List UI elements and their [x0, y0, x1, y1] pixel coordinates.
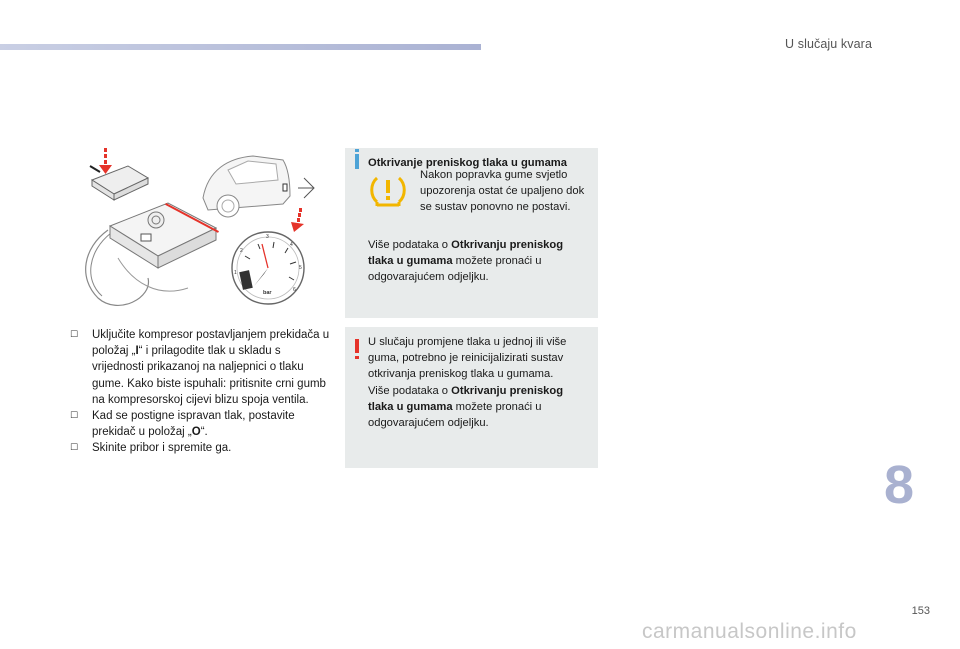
- section-title: U slučaju kvara: [785, 37, 872, 51]
- warning-box: [345, 327, 598, 468]
- list-item: [70, 408, 332, 440]
- info-box-paragraph: Nakon popravka gume svjetlo upozorenja ostat će upaljeno dok se sustav ponovno ne postavi.: [420, 169, 585, 214]
- step-text: “ i prilagodite tlak u skladu s vrijednosti prikazanoj na naljepnici o tlaku gume. Kako biste ispuhali: pritisnite crni gumb na kompresorskoj cijevi blizu spoja ventila.: [92, 345, 326, 406]
- header-accent-bar: [0, 44, 481, 50]
- info-box: [345, 148, 598, 318]
- compressor-illustration: [78, 148, 330, 320]
- list-item: [70, 327, 332, 408]
- gauge-tick-5: 5: [299, 265, 302, 271]
- gauge-tick-4: 4: [290, 242, 293, 248]
- watermark: carmanualsonline.info: [642, 620, 857, 643]
- info-icon: [355, 154, 359, 169]
- exclamation-icon: [355, 339, 359, 353]
- step-text: Kad se postigne ispravan tlak, postavite prekidač u položaj „: [92, 410, 295, 439]
- step-text: Uključite kompresor postavljanjem prekidača u položaj „: [92, 329, 330, 358]
- checkbox-bullet-icon: ☐: [70, 330, 79, 340]
- step-text: Skinite pribor i spremite ga.: [92, 442, 232, 455]
- checkbox-bullet-icon: ☐: [70, 411, 79, 422]
- gauge-tick-2: 2: [240, 248, 243, 254]
- info-box-paragraph: Više podataka o Otkrivanju preniskog tlaka u gumama možete pronaći u odgovarajućem odjeljku.: [368, 239, 564, 284]
- step-emphasis: O: [191, 426, 201, 439]
- gauge-tick-3: 3: [266, 234, 269, 240]
- chapter-number: 8: [884, 455, 915, 515]
- info-box-heading: Otkrivanje preniskog tlaka u gumama: [368, 157, 567, 169]
- gauge-tick-1: 1: [234, 270, 237, 276]
- step-text: “.: [200, 426, 208, 439]
- checkbox-bullet-icon: ☐: [70, 443, 79, 454]
- gauge-tick-6: 6: [293, 287, 296, 293]
- step-emphasis: I: [135, 345, 139, 358]
- list-item: [70, 440, 332, 456]
- warning-box-paragraph: U slučaju promjene tlaka u jednoj ili više guma, potrebno je reinicijalizirati sustav otkrivanja preniskog tlaka u gumama. Više podataka o Otkrivanju preniskog tlaka u gumama možete pronaći u odgovarajućem odjeljku.: [368, 336, 567, 430]
- page-number: 153: [911, 605, 930, 617]
- gauge-unit: bar: [263, 290, 272, 296]
- tpms-warning-icon: [368, 170, 408, 210]
- instruction-list: [70, 327, 332, 457]
